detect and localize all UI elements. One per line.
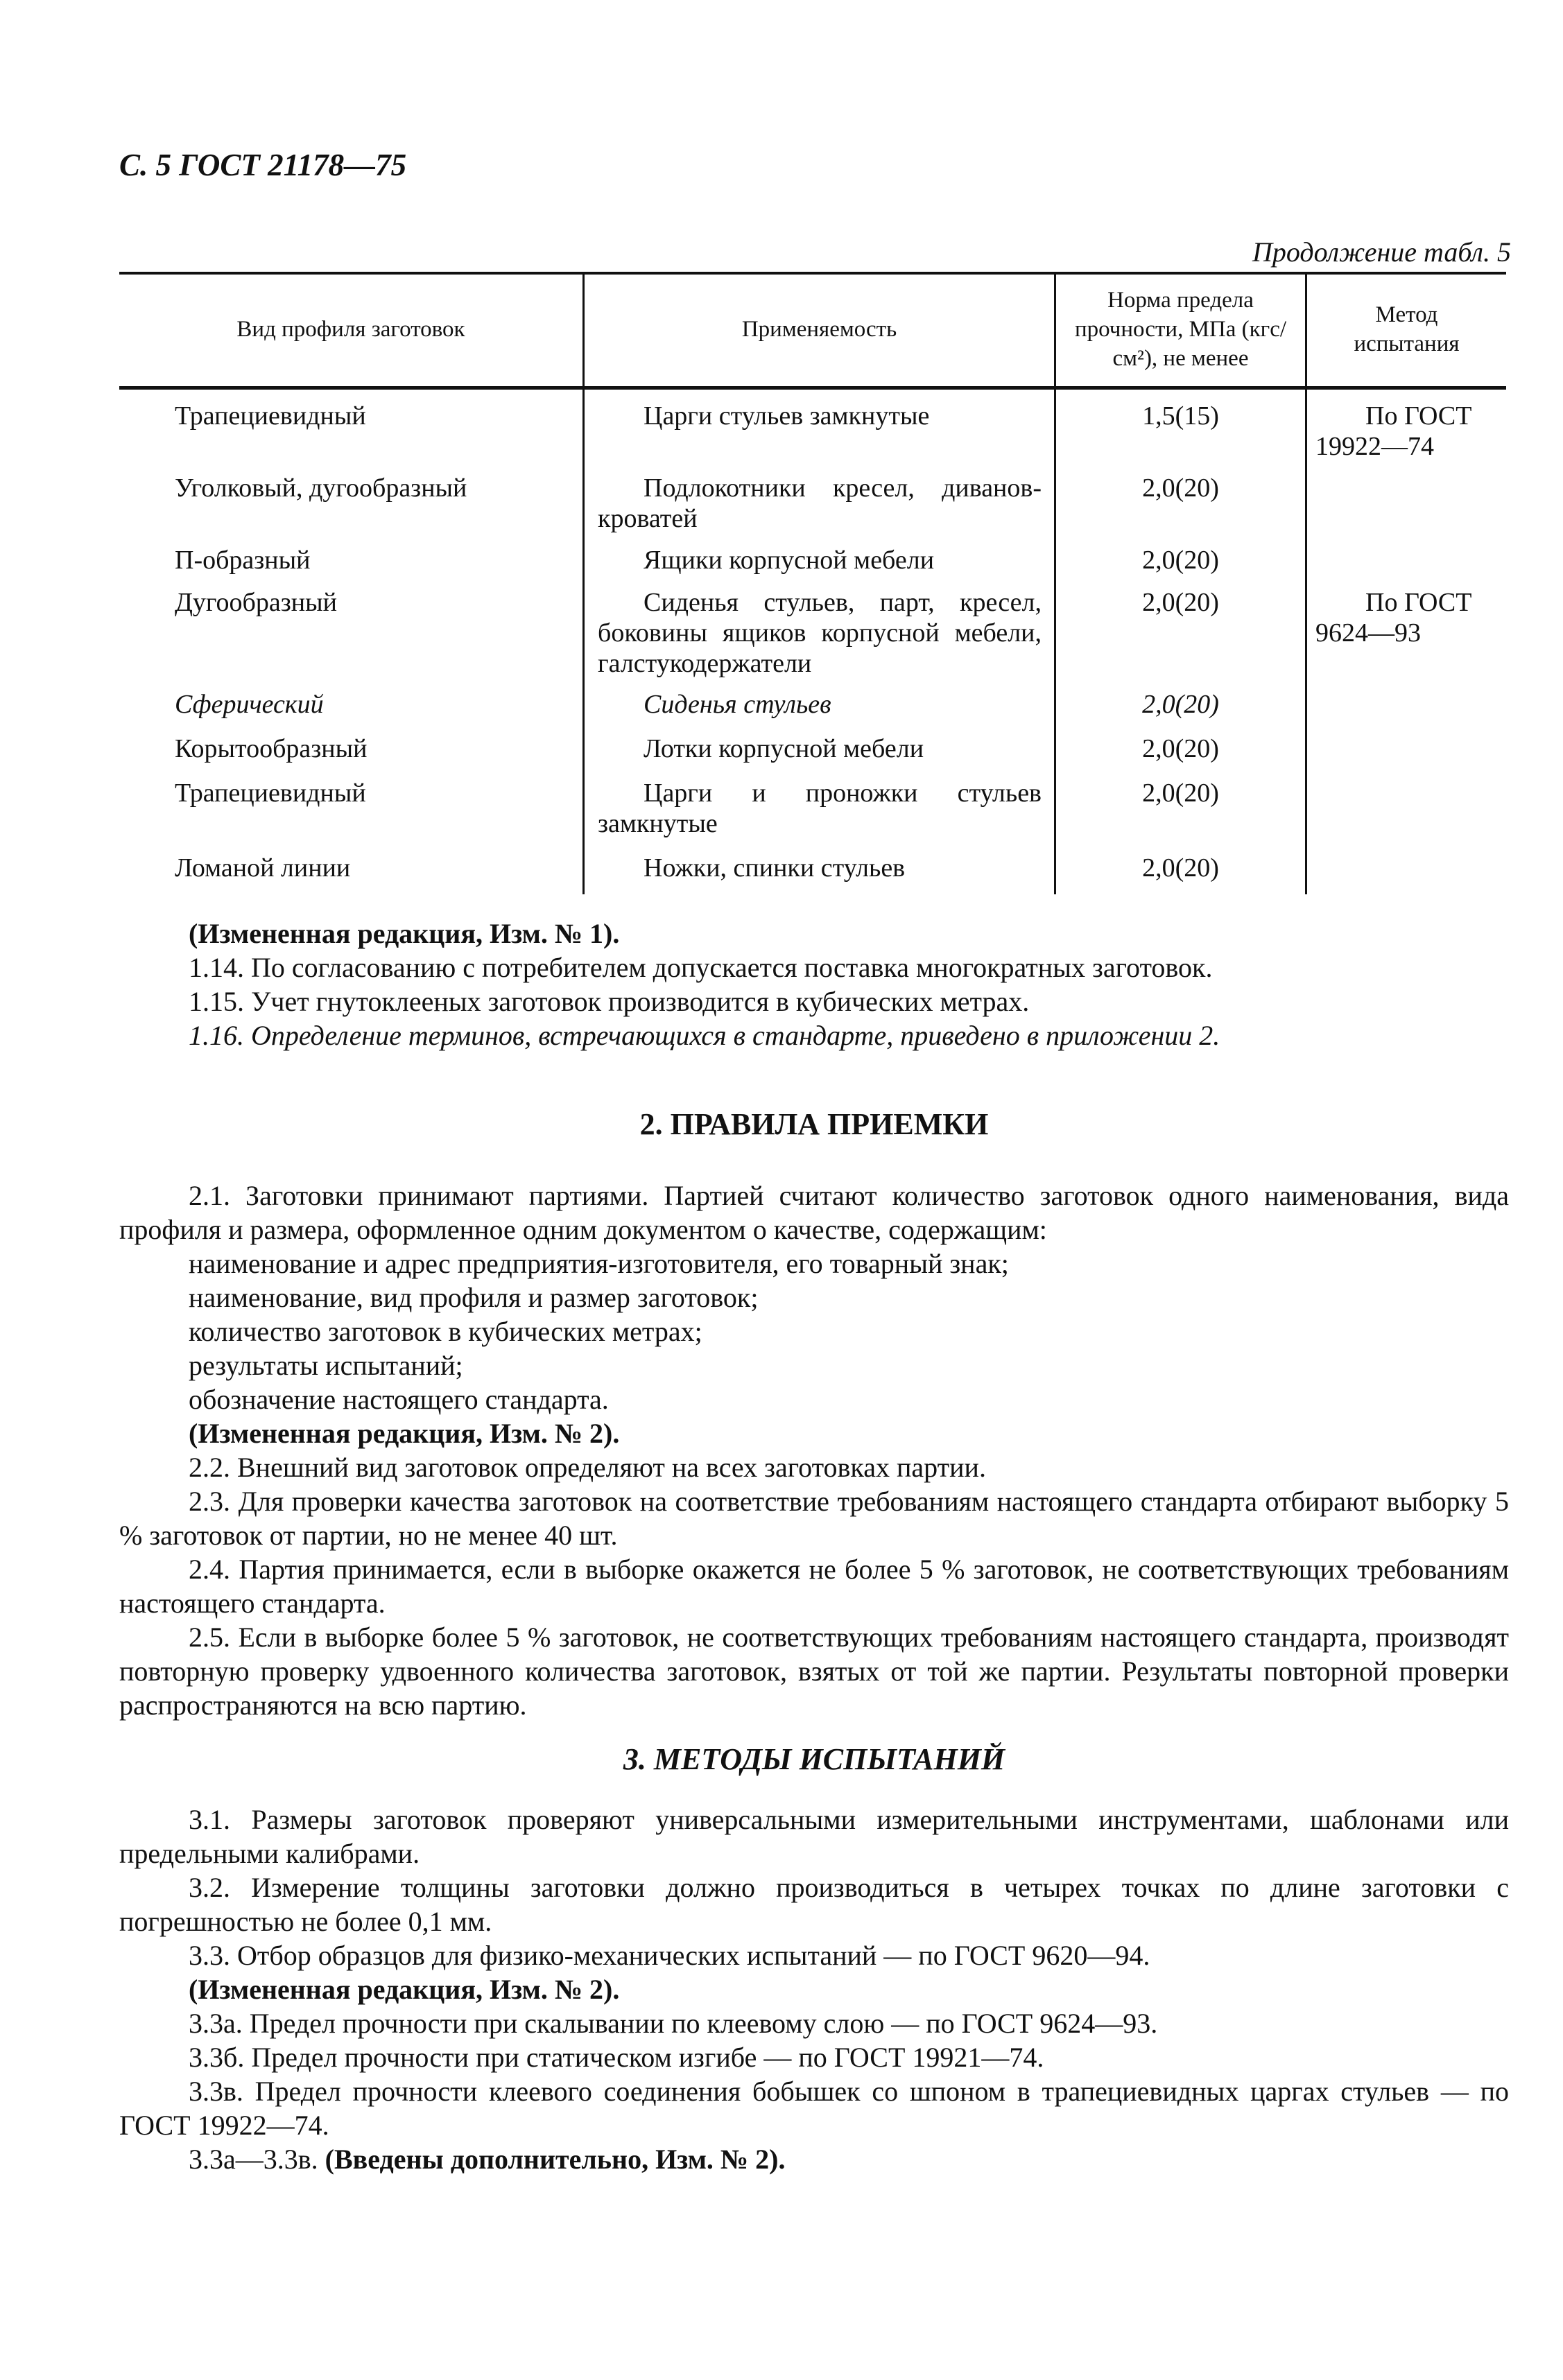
row-2-norm: 2,0(20) bbox=[1142, 474, 1219, 503]
row-7-norm: 2,0(20) bbox=[1142, 779, 1219, 808]
row-8-profile: Ломаной линии bbox=[175, 853, 351, 883]
table-continuation-label: Продолжение табл. 5 bbox=[1252, 236, 1511, 268]
paragraph-2-3: 2.3. Для проверки качества заготовок на соответствие требованиям настоящего стандарта отбирают выборку 5 % заготовок от партии, но не менее 40 шт. bbox=[119, 1486, 1509, 1551]
paragraph-1-14: 1.14. По согласованию с потребителем допускается поставка многократных заготовок. bbox=[189, 952, 1213, 983]
amendment-note: (Измененная редакция, Изм. № 2). bbox=[189, 1974, 620, 2005]
paragraph-2-2: 2.2. Внешний вид заготовок определяют на всех заготовках партии. bbox=[189, 1452, 986, 1483]
row-2-profile: Уголковый, дугообразный bbox=[175, 474, 467, 503]
row-3-application: Ящики корпусной мебели bbox=[644, 546, 935, 575]
paragraph-2-4: 2.4. Партия принимается, если в выборке окажется не более 5 % заготовок, не соответствующих требованиям настоящего стандарта. bbox=[119, 1554, 1509, 1619]
row-7-profile: Трапециевидный bbox=[175, 779, 366, 808]
row-1-method: По ГОСТ bbox=[1365, 401, 1472, 431]
column-header-application: Применяемость bbox=[741, 316, 897, 342]
row-4-norm: 2,0(20) bbox=[1142, 588, 1219, 617]
paragraph-3-3v: 3.3в. Предел прочности клеевого соединения бобышек со шпоном в трапециевидных царгах стульев — по ГОСТ 19922—74. bbox=[119, 2076, 1509, 2141]
row-4-application: Сиденья стульев, парт, кресел, боковины ящиков корпусной мебели, галстукодержатели bbox=[598, 588, 1042, 678]
paragraph-1-16: 1.16. Определение терминов, встречающихся в стандарте, приведено в приложении 2. bbox=[189, 1020, 1220, 1051]
paragraph-3-3: 3.3. Отбор образцов для физико-механических испытаний — по ГОСТ 9620—94. bbox=[189, 1940, 1150, 1971]
row-1-method-number: 19922—74 bbox=[1315, 432, 1434, 461]
row-4-method-number: 9624—93 bbox=[1315, 618, 1421, 648]
row-6-application: Лотки корпусной мебели bbox=[644, 734, 924, 763]
paragraph-3-1: 3.1. Размеры заготовок проверяют универсальными измерительными инструментами, шаблонами или предельными калибрами. bbox=[119, 1804, 1509, 1869]
section-2-title: 2. ПРАВИЛА ПРИЕМКИ bbox=[639, 1107, 989, 1141]
paragraph-3-2: 3.2. Измерение толщины заготовки должно производиться в четырех точках по длине заготовки с погрешностью не более 0,1 мм. bbox=[119, 1872, 1509, 1937]
column-header-norm: Норма предела прочности, МПа (кгс/см²), не менее bbox=[1074, 287, 1287, 371]
row-6-profile: Корытообразный bbox=[175, 734, 368, 763]
row-1-profile: Трапециевидный bbox=[175, 401, 366, 431]
paragraph-3-3b: 3.3б. Предел прочности при статическом изгибе — по ГОСТ 19921—74. bbox=[189, 2042, 1044, 2073]
section-3-title: 3. МЕТОДЫ ИСПЫТАНИЙ bbox=[623, 1742, 1005, 1776]
paragraph-1-15: 1.15. Учет гнутоклееных заготовок производится в кубических метрах. bbox=[189, 986, 1030, 1017]
table-header-rule bbox=[119, 386, 1506, 390]
list-item: наименование, вид профиля и размер заготовок; bbox=[189, 1282, 759, 1313]
column-header-method: Метод испытания bbox=[1354, 302, 1460, 356]
row-1-application: Царги стульев замкнутые bbox=[644, 401, 930, 431]
row-8-application: Ножки, спинки стульев bbox=[644, 853, 906, 883]
page-header: С. 5 ГОСТ 21178—75 bbox=[119, 148, 407, 182]
section-3-body bbox=[119, 1803, 1509, 2176]
row-4-profile: Дугообразный bbox=[175, 588, 337, 617]
column-header-profile: Вид профиля заготовок bbox=[236, 316, 465, 342]
row-6-norm: 2,0(20) bbox=[1142, 734, 1219, 763]
amendment-note: (Измененная редакция, Изм. № 2). bbox=[189, 1418, 620, 1449]
row-5-norm: 2,0(20) bbox=[1142, 690, 1219, 719]
section-2-body bbox=[119, 1179, 1509, 1722]
list-item: наименование и адрес предприятия-изготовителя, его товарный знак; bbox=[189, 1248, 1009, 1279]
row-4-method: По ГОСТ bbox=[1365, 588, 1472, 617]
list-item: результаты испытаний; bbox=[189, 1350, 463, 1381]
row-8-norm: 2,0(20) bbox=[1142, 853, 1219, 883]
paragraph-3-3a: 3.3а. Предел прочности при скалывании по клеевому слою — по ГОСТ 9624—93. bbox=[189, 2008, 1158, 2039]
row-5-profile: Сферический bbox=[175, 690, 324, 719]
paragraph-3-3-range bbox=[119, 2142, 1509, 2176]
row-3-norm: 2,0(20) bbox=[1142, 546, 1219, 575]
paragraph-2-1: 2.1. Заготовки принимают партиями. Партией считают количество заготовок одного наименования, вида профиля и размера, оформленное одним документом о качестве, содержащим: bbox=[119, 1180, 1509, 1245]
list-item: количество заготовок в кубических метрах; bbox=[189, 1316, 702, 1347]
row-2-application: Подлокотники кресел, диванов-кроватей bbox=[598, 474, 1042, 533]
paragraph-2-5: 2.5. Если в выборке более 5 % заготовок, не соответствующих требованиям настоящего стандарта, производят повторную проверку удвоенного количества заготовок, взятых от той же партии. Результаты повторной проверки распространяются на всю партию. bbox=[119, 1622, 1509, 1721]
amendment-note: (Введены дополнительно, Изм. № 2). bbox=[325, 2144, 786, 2175]
row-1-norm: 1,5(15) bbox=[1142, 401, 1219, 431]
amendment-note: (Измененная редакция, Изм. № 1). bbox=[189, 918, 620, 949]
range-label: 3.3а—3.3в. bbox=[189, 2144, 318, 2175]
strength-table bbox=[119, 272, 1506, 896]
row-5-application: Сиденья стульев bbox=[644, 690, 831, 719]
row-3-profile: П-образный bbox=[175, 546, 311, 575]
row-7-application: Царги и проножки стульев замкнутые bbox=[598, 779, 1042, 838]
list-item: обозначение настоящего стандарта. bbox=[189, 1384, 609, 1415]
section-1-tail bbox=[119, 917, 1509, 1052]
